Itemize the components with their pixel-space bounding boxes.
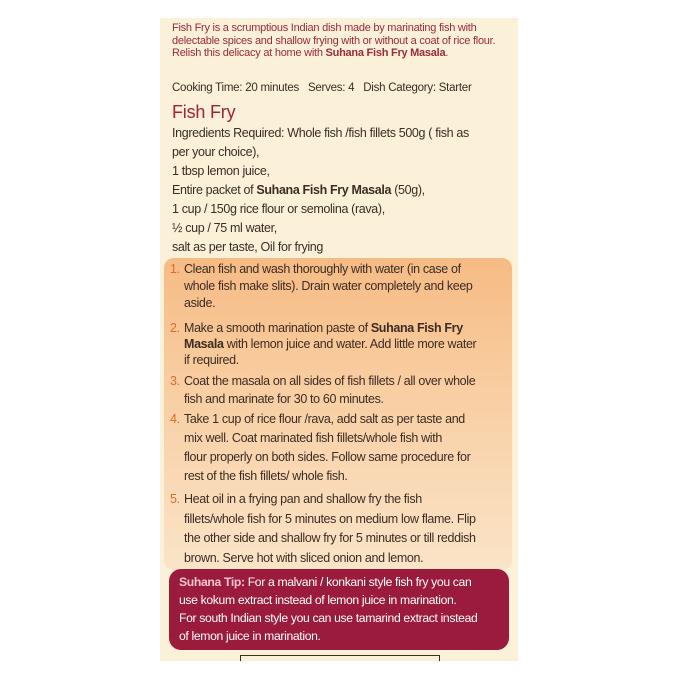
ingredient-line [172,124,510,143]
ingredient-line: ½ cup / 75 ml water, [172,221,277,235]
cooking-time-label: Cooking Time: [172,82,243,94]
step-line: with lemon juice and water. Add little more water [223,337,477,351]
category-value: Starter [438,82,472,94]
tip-line: For south Indian style you can use tamarind extract instead [179,611,478,625]
ingredient-text: Entire packet of [172,183,257,197]
intro-text: Fish Fry is a scrumptious Indian dish made by marinating fish with delectable spices and shallow frying with or without a coat of rice flour. Relish this delicacy at home with [172,22,496,59]
ingredient-text: Whole fish /fish fillets 500g ( fish as [287,126,469,140]
method-step-4 [170,410,502,486]
ingredient-line: per your choice), [172,145,260,159]
step-line: aside. [184,296,216,310]
method-step-3 [170,372,502,408]
ingredient-line: 1 tbsp lemon juice, [172,164,270,178]
step-number: 5. [170,492,180,506]
step-number: 2. [170,321,180,335]
serves-label: Serves: [307,82,346,94]
bottom-panel-edge [240,655,440,661]
step-number: 1. [170,262,180,276]
step-line: mix well. Coat marinated fish fillets/whole fish with [184,431,442,445]
step-line: Heat oil in a frying pan and shallow fry the fish [184,492,422,506]
step-text [184,490,502,568]
recipe-title: Fish Fry [172,102,236,122]
step-text [184,372,502,408]
intro-brand: Suhana Fish Fry Masala [325,47,446,59]
tip-line: For a malvani / konkani style fish fry you can [244,575,472,589]
ingredient-text: (50g), [391,183,425,197]
suhana-tip-box [169,569,509,650]
method-step-2 [170,320,502,368]
ingredient-line: salt as per taste, Oil for frying [172,240,324,254]
step-line: Take 1 cup of rice flour /rava, add salt as per taste and [184,412,465,426]
method-step-1 [170,261,502,312]
intro-text-end: . [445,47,449,59]
step-line: fillets/whole fish for 5 minutes on medium low flame. Flip [184,511,476,526]
step-text [184,320,502,368]
tip-label: Suhana Tip: [179,575,245,589]
step-line: fish and marinate for 30 to 60 minutes. [184,392,384,406]
step-line: rest of the fish fillets/ whole fish. [184,469,348,483]
tip-line: use kokum extract instead of lemon juice in marination. [179,593,457,607]
cooking-time-value: 20 minutes [245,82,299,94]
ingredient-line: 1 cup / 150g rice flour or semolina (rava), [172,202,385,216]
ingredients-label: Ingredients Required: [172,126,285,140]
ingredient-brand: Suhana Fish Fry Masala [256,183,392,197]
step-line: flour properly on both sides. Follow same procedure for [184,450,471,464]
step-text [184,261,502,312]
step-line: brown. Serve hot with sliced onion and lemon. [184,550,424,565]
step-line: Clean fish and wash thoroughly with water (in case of [184,262,461,276]
step-number: 4. [170,412,180,426]
recipe-intro [172,22,510,60]
step-line: whole fish make slits). Drain water completely and keep [184,279,473,293]
ingredients-section [172,124,510,257]
method-step-5 [170,490,502,568]
step-line: Coat the masala on all sides of fish fillets / all over whole [184,374,476,388]
step-text [184,410,502,486]
recipe-card [160,18,518,661]
step-brand: Suhana Fish Fry [370,321,463,335]
category-label: Dish Category: [363,82,436,94]
step-number: 3. [170,374,180,388]
tip-text [179,573,507,645]
ingredient-line [172,181,510,200]
step-line: Make a smooth marination paste of [184,321,371,335]
step-brand: Masala [184,337,224,351]
tip-line: of lemon juice in marination. [179,629,321,643]
step-line: the other side and shallow fry for 5 minutes or till reddish [184,531,476,545]
method-steps-panel [164,258,512,570]
step-line: if required. [184,353,239,367]
serves-value: 4 [348,82,355,94]
recipe-meta [172,82,512,94]
